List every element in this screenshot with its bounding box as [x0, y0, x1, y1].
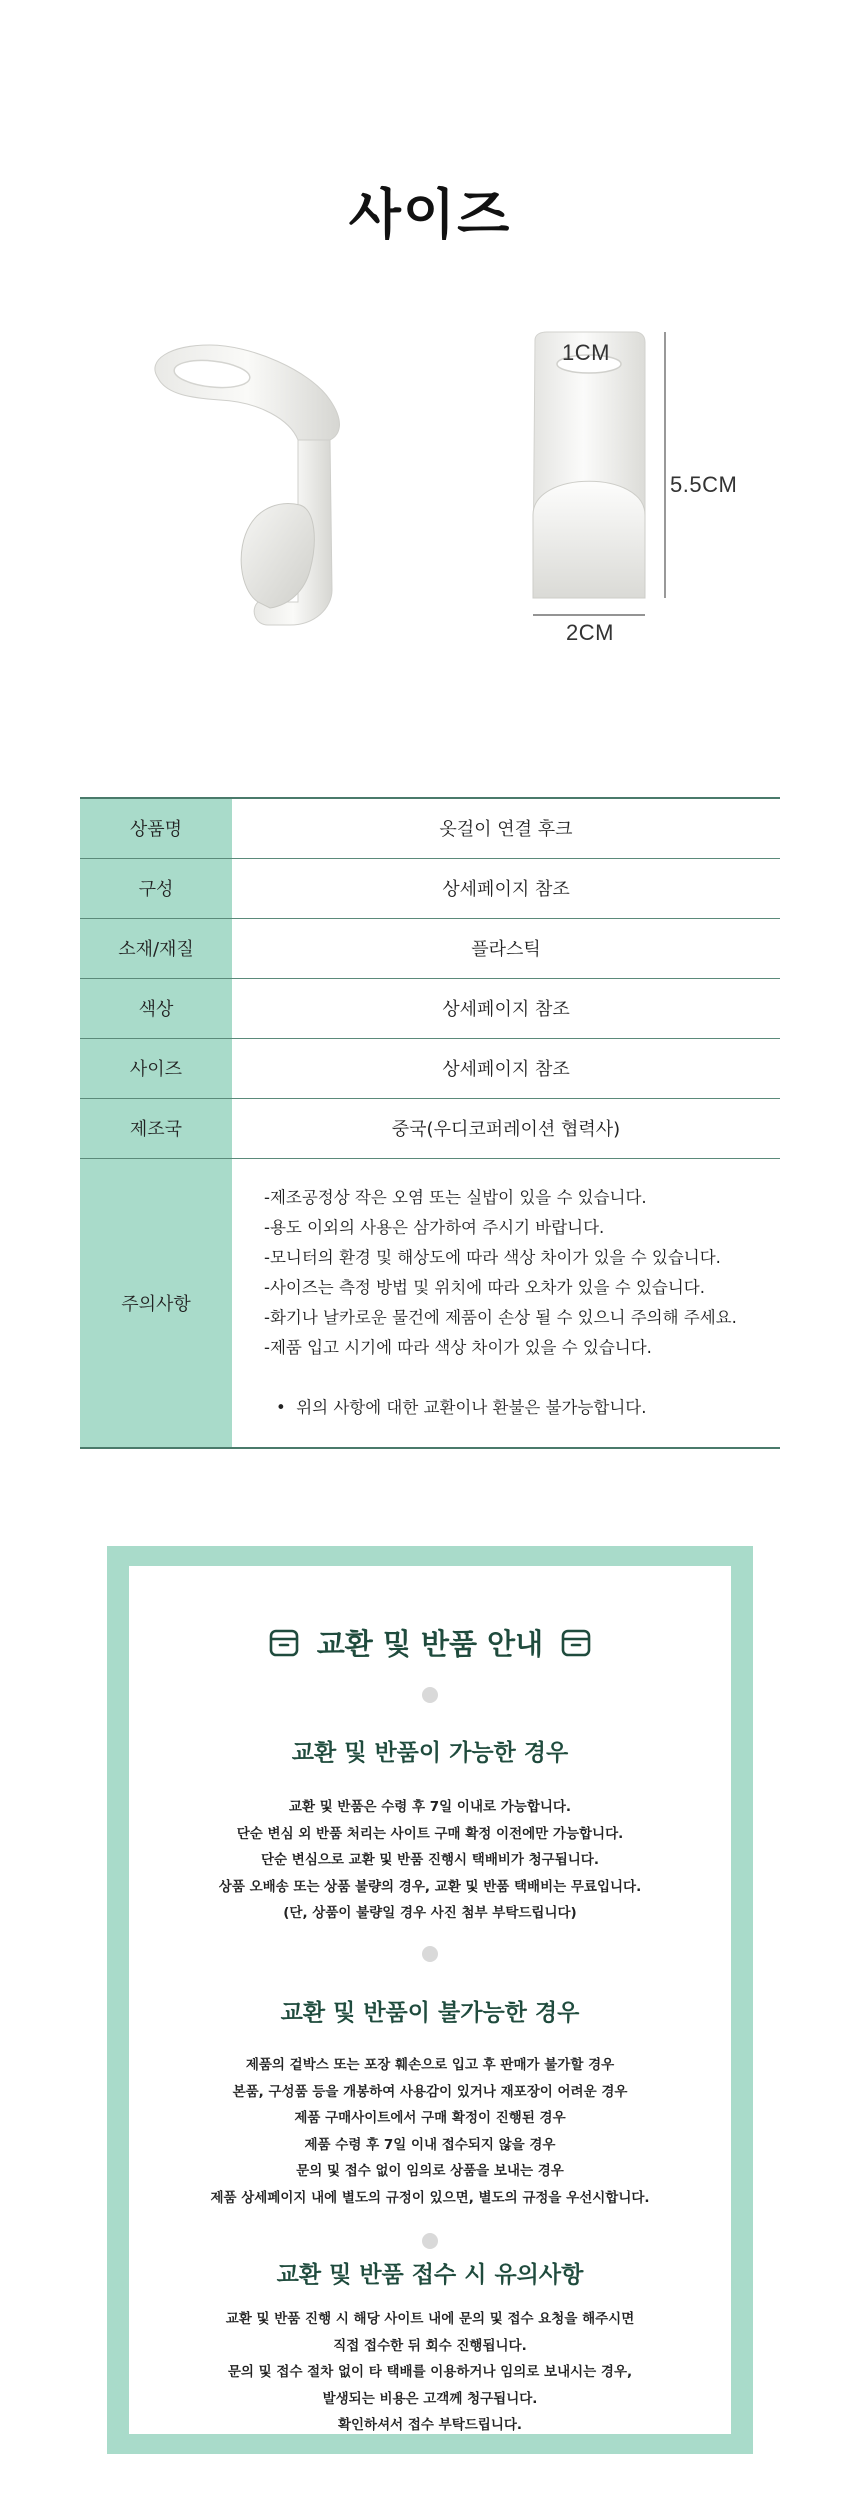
divider-dot	[422, 1946, 438, 1962]
spec-row	[80, 798, 780, 858]
dimension-depth-label: 2CM	[566, 620, 614, 645]
spec-row	[80, 1098, 780, 1158]
spec-row	[80, 918, 780, 978]
spec-key: 사이즈	[80, 1038, 232, 1098]
section-body: 제품의 겉박스 또는 포장 훼손으로 입고 후 판매가 불가할 경우 본품, 구성품 등을 개봉하여 사용감이 있거나 재포장이 어려운 경우 제품 구매사이트에서 구매 확정이 진행된 경우 제품 수령 후 7일 이내 접수되지 않을 경우 문의 및 접수 없이 임의로 상품을 보내는 경우 제품 상세페이지 내에 별도의 규정이 있으면, 별도의 규정을 우선시합니다.	[210, 2057, 650, 2206]
spec-key: 소재/재질	[80, 918, 232, 978]
dimension-height-label: 5.5CM	[670, 472, 738, 497]
spec-row-caution	[80, 1158, 780, 1448]
caution-line: -화기나 날카로운 물건에 제품이 손상 될 수 있으니 주의해 주세요.	[264, 1307, 737, 1327]
divider-dot	[422, 2233, 438, 2249]
spec-row	[80, 978, 780, 1038]
caution-cell	[232, 1158, 780, 1448]
bullet-icon: •	[276, 1397, 297, 1417]
caution-note: • 위의 사항에 대한 교환이나 환불은 불가능합니다.	[276, 1397, 647, 1417]
box-icon	[561, 1629, 591, 1657]
dimension-width-label: 1CM	[562, 340, 610, 365]
spec-value: 옷걸이 연결 후크	[232, 798, 780, 858]
spec-key: 상품명	[80, 798, 232, 858]
hook-side-view-image	[140, 340, 400, 630]
box-icon	[269, 1629, 299, 1657]
section-heading: 교환 및 반품이 가능한 경우	[291, 1740, 569, 1766]
section-body: 교환 및 반품은 수령 후 7일 이내로 가능합니다. 단순 변심 외 반품 처리는 사이트 구매 확정 이전에만 가능합니다. 단순 변심으로 교환 및 반품 진행시 택배비가 청구됩니다. 상품 오배송 또는 상품 불량의 경우, 교환 및 반품 택배비는 무료입니다. (단, 상품이 불량일 경우 사진 첨부 부탁드립니다)	[218, 1799, 642, 1921]
caution-line: -사이즈는 측정 방법 및 위치에 따라 오차가 있을 수 있습니다.	[264, 1277, 705, 1297]
spec-value: 상세페이지 참조	[232, 858, 780, 918]
caution-line: -용도 이외의 사용은 삼가하여 주시기 바랍니다.	[264, 1217, 605, 1237]
caution-line: -제품 입고 시기에 따라 색상 차이가 있을 수 있습니다.	[264, 1337, 652, 1357]
spec-value: 상세페이지 참조	[232, 978, 780, 1038]
spec-key: 주의사항	[80, 1158, 232, 1448]
section-heading: 교환 및 반품이 불가능한 경우	[280, 2000, 580, 2026]
section-body: 교환 및 반품 진행 시 해당 사이트 내에 문의 및 접수 요청을 해주시면 직접 접수한 뒤 회수 진행됩니다. 문의 및 접수 절차 없이 타 택배를 이용하거나 임의로 보내시는 경우, 발생되는 비용은 고객께 청구됩니다. 확인하셔서 접수 부탁드립니다.	[225, 2311, 635, 2433]
exchange-return-inner	[129, 1566, 731, 2434]
size-title: 사이즈	[348, 183, 512, 246]
spec-row	[80, 858, 780, 918]
caution-line: -제조공정상 작은 오염 또는 실밥이 있을 수 있습니다.	[264, 1187, 647, 1207]
exchange-return-panel	[107, 1546, 753, 2454]
spec-value: 상세페이지 참조	[232, 1038, 780, 1098]
section-heading: 교환 및 반품 접수 시 유의사항	[276, 2262, 584, 2288]
spec-key: 색상	[80, 978, 232, 1038]
hook-front-view-image	[505, 330, 685, 650]
spec-value: 중국(우디코퍼레이션 협력사)	[232, 1098, 780, 1158]
spec-value: 플라스틱	[232, 918, 780, 978]
product-spec-table	[80, 797, 780, 1449]
spec-key: 제조국	[80, 1098, 232, 1158]
caution-line: -모니터의 환경 및 해상도에 따라 색상 차이가 있을 수 있습니다.	[264, 1247, 721, 1267]
product-size-figure	[0, 300, 860, 680]
exchange-title: 교환 및 반품 안내	[129, 1622, 731, 1663]
divider-dot	[422, 1687, 438, 1703]
spec-key: 구성	[80, 858, 232, 918]
spec-row	[80, 1038, 780, 1098]
